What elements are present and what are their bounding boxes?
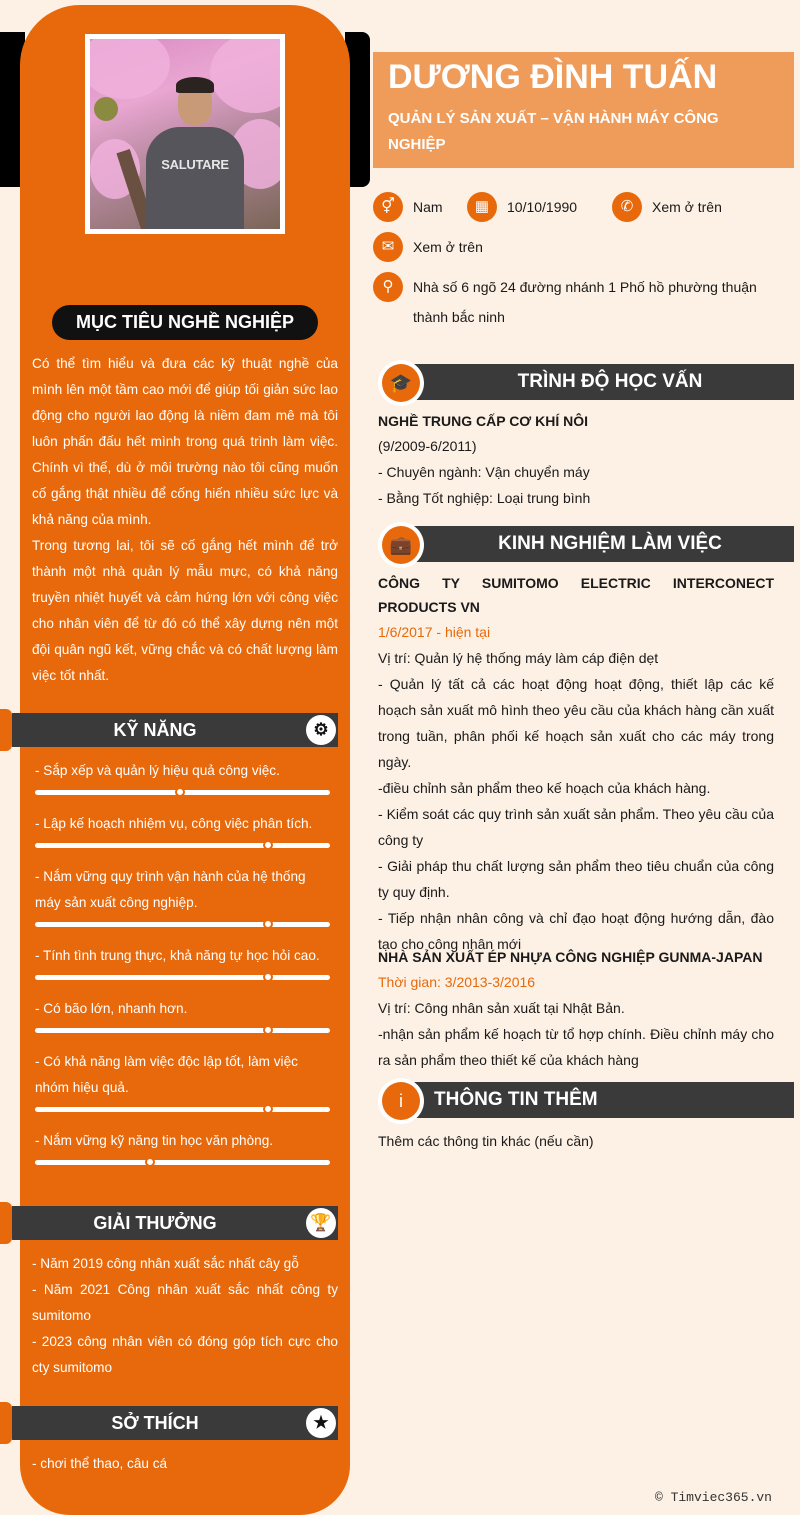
job-line: - Tiếp nhận nhân công và chỉ đạo hoạt động hướng dẫn, đào tạo cho công nhân mới xyxy=(378,910,774,952)
skill-label: - Nắm vững quy trình vận hành của hệ thống máy sản xuất công nghiệp. xyxy=(35,869,306,910)
skill-bar xyxy=(35,1107,330,1112)
list-item: - 2023 công nhân viên có đóng góp tích cực cho cty sumitomo xyxy=(32,1334,338,1375)
profile-name: DƯƠNG ĐÌNH TUẤN xyxy=(388,58,718,96)
skill-level-knob xyxy=(263,1025,273,1035)
skill-level-knob xyxy=(145,1157,155,1167)
skill-label: - Lập kế hoạch nhiệm vụ, công việc phân tích. xyxy=(35,816,313,831)
skill-level-knob xyxy=(263,919,273,929)
skill-bar xyxy=(35,922,330,927)
job-entry xyxy=(378,945,774,1073)
list-item: - Năm 2019 công nhân xuất sắc nhất cây gỗ xyxy=(32,1256,299,1271)
skill-label: - Tính tình trung thực, khả năng tự học hỏi cao. xyxy=(35,948,320,963)
awards-tab-marker xyxy=(0,1202,12,1244)
skill-label: - Sắp xếp và quản lý hiệu quả công việc. xyxy=(35,763,280,778)
address-value: Nhà số 6 ngõ 24 đường nhánh 1 Phố hồ phường thuận thành bắc ninh xyxy=(413,279,757,325)
hobbies-heading: SỞ THÍCH xyxy=(111,1413,199,1433)
extra-text: Thêm các thông tin khác (nếu cần) xyxy=(378,1133,594,1149)
job-period: 1/6/2017 - hiện tại xyxy=(378,624,491,640)
education-content xyxy=(378,409,774,511)
phone-value: Xem ở trên xyxy=(652,199,722,215)
job-line: -nhận sản phẩm kế hoạch từ tổ hợp chính. Điều chỉnh máy cho ra sản phẩm theo thiết kế của khách hàng xyxy=(378,1026,774,1068)
skill-level-knob xyxy=(263,1104,273,1114)
star-icon: ★ xyxy=(306,1408,336,1438)
trophy-icon: 🏆 xyxy=(306,1208,336,1238)
profile-header xyxy=(373,52,794,168)
job-line: - Quản lý tất cả các hoạt động hoạt động, thiết lập các kế hoạch sản xuất mô hình theo yêu cầu của khách hàng cần xuất trong tuần, phân phối kế hoạch sản xuất cho các máy trong ngày. xyxy=(378,676,774,770)
extra-heading: THÔNG TIN THÊM xyxy=(434,1089,598,1110)
profile-title: QUẢN LÝ SẢN XUẤT – VẬN HÀNH MÁY CÔNG NGHIỆP xyxy=(388,110,719,153)
hobbies-text: - chơi thể thao, câu cá xyxy=(32,1456,168,1471)
job-line: - Kiểm soát các quy trình sản xuất sản phẩm. Theo yêu cầu của công ty xyxy=(378,806,774,848)
mail-icon: ✉ xyxy=(373,232,403,262)
job-line: - Giải pháp thu chất lượng sản phẩm theo tiêu chuẩn của công ty quy định. xyxy=(378,858,774,900)
skills-heading-bar xyxy=(12,713,338,747)
skill-label: - Có khả năng làm việc độc lập tốt, làm việc nhóm hiệu quả. xyxy=(35,1054,298,1095)
skill-bar xyxy=(35,790,330,795)
company-name: NHÀ SẢN XUẤT ÉP NHỰA CÔNG NGHIỆP GUNMA-JAPAN xyxy=(378,949,763,965)
skill-bar xyxy=(35,843,330,848)
phone-icon: ✆ xyxy=(612,192,642,222)
job-line: -điều chỉnh sản phẩm theo kế hoạch của khách hàng. xyxy=(378,780,711,796)
company-name: CÔNG TY SUMITOMO ELECTRIC INTERCONECT PRODUCTS VN xyxy=(378,575,774,615)
photo-shirt-text: SALUTARE xyxy=(161,157,229,172)
location-icon: ⚲ xyxy=(373,272,403,302)
gender-icon: ⚥ xyxy=(373,192,403,222)
job-line: Vị trí: Công nhân sản xuất tại Nhật Bản. xyxy=(378,1000,625,1016)
footer-credit[interactable]: © Timviec365.vn xyxy=(654,1490,772,1505)
job-period: Thời gian: 3/2013-3/2016 xyxy=(378,974,536,990)
skill-level-knob xyxy=(263,840,273,850)
email-value: Xem ở trên xyxy=(413,239,483,255)
briefcase-icon: 💼 xyxy=(382,526,420,564)
objective-paragraph: Trong tương lai, tôi sẽ cố gắng hết mình để trở thành một nhà quản lý mẫu mực, có khả năng truyền nhiệt huyết và cảm hứng lớn với công việc cho nhân viên để từ đó có thể xây dựng nên một đội quân ngũ kết, vững chắc và có chất lượng làm việc tốt nhất. xyxy=(32,538,338,683)
skill-label: - Nắm vững kỹ năng tin học văn phòng. xyxy=(35,1133,274,1148)
hobbies-heading-bar xyxy=(12,1406,338,1440)
skill-level-knob xyxy=(263,972,273,982)
education-heading: TRÌNH ĐỘ HỌC VẤN xyxy=(517,371,703,392)
skills-tab-marker xyxy=(0,709,12,751)
education-degree: - Bằng Tốt nghiệp: Loại trung bình xyxy=(378,490,591,506)
job-entry xyxy=(378,571,774,957)
school-name: NGHỀ TRUNG CẤP CƠ KHÍ NÔI xyxy=(378,413,589,429)
calendar-icon: ▦ xyxy=(467,192,497,222)
objective-paragraph: Có thể tìm hiểu và đưa các kỹ thuật nghề của mình lên một tầm cao mới để giúp tối giản sức lao động cho người lao động là niềm đam mê mà tôi luôn phấn đấu hết mình trong quá trình làm việc. Chính vì thế, dù ở môi trường nào tôi cũng muốn cố gắng thật nhiều để cống hiến nhiều sức lực và khả năng của mình. xyxy=(32,356,338,527)
skill-bar xyxy=(35,1160,330,1165)
gender-value: Nam xyxy=(413,199,443,215)
awards-heading-bar xyxy=(12,1206,338,1240)
skills-heading: KỸ NĂNG xyxy=(113,720,197,740)
skill-bar xyxy=(35,1028,330,1033)
list-item: - Năm 2021 Công nhân xuất sắc nhất công ty sumitomo xyxy=(32,1282,338,1323)
job-line: Vị trí: Quản lý hệ thống máy làm cáp điện dẹt xyxy=(378,650,659,666)
objective-heading: MỤC TIÊU NGHỀ NGHIỆP xyxy=(52,305,318,340)
avatar xyxy=(85,34,285,234)
experience-heading-bar xyxy=(378,522,794,564)
awards-heading: GIẢI THƯỞNG xyxy=(93,1213,217,1233)
skill-level-knob xyxy=(175,787,185,797)
hobbies-tab-marker xyxy=(0,1402,12,1444)
education-major: - Chuyên ngành: Vận chuyển máy xyxy=(378,464,590,480)
experience-heading: KINH NGHIỆM LÀM VIỆC xyxy=(498,533,722,554)
extra-heading-bar xyxy=(378,1078,794,1120)
info-icon: i xyxy=(382,1082,420,1120)
education-period: (9/2009-6/2011) xyxy=(378,438,477,454)
skill-bar xyxy=(35,975,330,980)
awards-list xyxy=(32,1251,338,1381)
graduation-cap-icon: 🎓 xyxy=(382,364,420,402)
skill-label: - Có bão lớn, nhanh hơn. xyxy=(35,1001,188,1016)
education-heading-bar xyxy=(378,360,794,402)
dob-value: 10/10/1990 xyxy=(507,199,578,215)
objective-text xyxy=(32,351,338,689)
gear-icon: ⚙ xyxy=(306,715,336,745)
